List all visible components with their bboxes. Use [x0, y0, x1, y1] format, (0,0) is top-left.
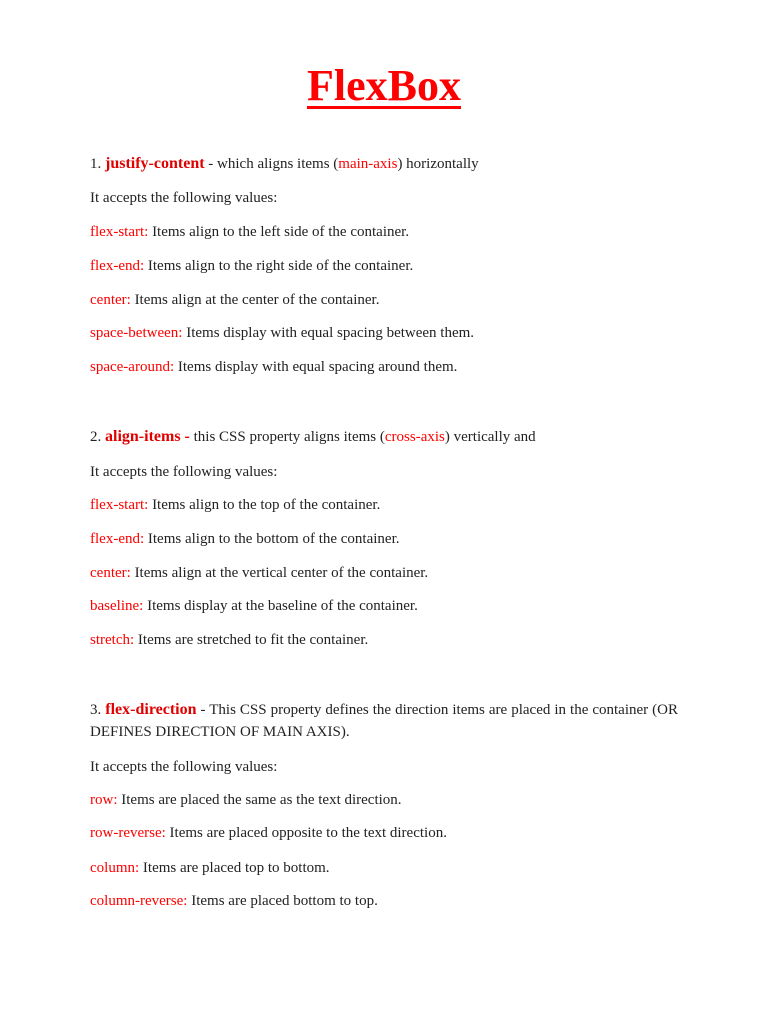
value-name: row: [90, 792, 118, 808]
section-number: 2. [90, 429, 102, 445]
section-heading-flex-direction [90, 699, 678, 743]
value-text: Items are placed the same as the text direction. [117, 792, 402, 808]
property-name: flex-direction [105, 701, 197, 718]
section-number: 1. [90, 156, 102, 172]
value-name: row-reverse: [90, 825, 166, 841]
value-text: Items align at the vertical center of the container. [130, 565, 429, 581]
value-text: Items are placed opposite to the text direction. [165, 825, 447, 841]
value-item [90, 289, 678, 311]
value-item [90, 890, 678, 912]
value-name: flex-end: [90, 258, 145, 274]
value-text: Items align at the center of the container. [130, 292, 380, 308]
value-text: Items align to the left side of the container. [148, 224, 410, 240]
value-text: Items display with equal spacing around them. [174, 359, 458, 375]
value-name: baseline: [90, 598, 144, 614]
axis-name: main-axis [338, 156, 398, 172]
value-text: Items are stretched to fit the container. [134, 632, 369, 648]
section-desc-post: ) horizontally [397, 156, 479, 172]
value-item [90, 629, 678, 651]
axis-name: cross-axis [384, 429, 445, 445]
value-text: Items display at the baseline of the container. [143, 598, 418, 614]
value-name: space-between: [90, 325, 183, 341]
value-name: flex-start: [90, 224, 149, 240]
value-name: center: [90, 292, 131, 308]
property-name: justify-content [105, 155, 205, 172]
value-item [90, 494, 678, 516]
value-name: column-reverse: [90, 893, 188, 909]
value-name: column: [90, 860, 140, 876]
accepts-text: It accepts the following values: [90, 190, 278, 206]
value-text: Items are placed bottom to top. [187, 893, 378, 909]
section-desc-pre: this CSS property aligns items ( [189, 429, 385, 445]
section-desc: - This CSS property defines the direction items are placed in the container (OR DEFINES DIRECTION OF MAIN AXIS). [90, 702, 679, 740]
property-name: align-items - [105, 428, 190, 445]
value-name: stretch: [90, 632, 135, 648]
value-name: flex-end: [90, 531, 145, 547]
accepts-text: It accepts the following values: [90, 759, 278, 775]
section-heading-justify-content [90, 153, 678, 175]
page-title: FlexBox [307, 61, 461, 110]
accepts-text: It accepts the following values: [90, 464, 278, 480]
value-name: center: [90, 565, 131, 581]
section-desc-post: ) vertically and [444, 429, 536, 445]
value-item [90, 528, 678, 550]
value-item [90, 562, 678, 584]
value-text: Items align to the top of the container. [148, 497, 381, 513]
section-heading-align-items [90, 426, 678, 448]
value-text: Items align to the bottom of the container. [144, 531, 400, 547]
value-item [90, 822, 678, 844]
value-name: flex-start: [90, 497, 149, 513]
value-text: Items align to the right side of the container. [144, 258, 414, 274]
value-item [90, 255, 678, 277]
value-name: space-around: [90, 359, 175, 375]
value-item [90, 322, 678, 344]
section-desc-pre: - which aligns items ( [204, 156, 339, 172]
value-item [90, 595, 678, 617]
section-number: 3. [90, 702, 102, 718]
value-text: Items are placed top to bottom. [139, 860, 330, 876]
value-item [90, 356, 678, 378]
value-text: Items display with equal spacing between them. [182, 325, 475, 341]
value-item [90, 221, 678, 243]
value-item [90, 857, 678, 879]
value-item [90, 789, 678, 811]
